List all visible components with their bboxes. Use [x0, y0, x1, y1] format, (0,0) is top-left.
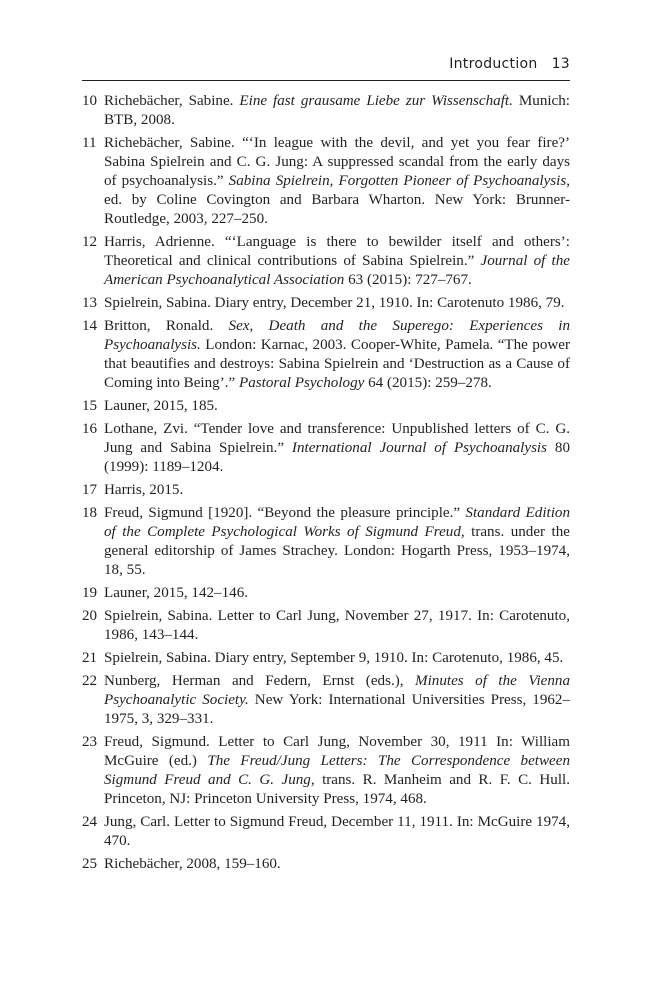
- endnote-item: [82, 584, 570, 603]
- citation-title: Journal of the American Psychoanalytical Association: [104, 253, 571, 288]
- citation-text: 63 (2015): 727–767.: [344, 272, 472, 288]
- section-title: Introduction: [449, 56, 538, 72]
- endnote-item: [82, 92, 570, 130]
- endnote-number: 25: [82, 856, 98, 872]
- endnote-item: [82, 649, 570, 668]
- endnote-item: [82, 397, 570, 416]
- running-header: [82, 56, 570, 81]
- endnote-item: [82, 420, 570, 477]
- citation-title: Minutes of the Vienna Psychoanalytic Society.: [104, 673, 570, 708]
- endnote-item: [82, 733, 570, 809]
- endnote-text: [104, 482, 183, 498]
- endnote-number: 14: [82, 318, 98, 334]
- citation-title: Sabina Spielrein, Forgotten Pioneer of Psychoanalysis: [228, 173, 567, 189]
- citation-title: The Freud/Jung Letters: The Correspondence between Sigmund Freud and C. G. Jung: [104, 753, 570, 788]
- citation-text: 80 (1999): 1189–1204.: [104, 440, 570, 475]
- endnote-number: 21: [82, 650, 98, 666]
- endnote-number: 18: [82, 505, 98, 521]
- endnote-number: 15: [82, 398, 98, 414]
- citation-text: Munich: BTB, 2008.: [104, 93, 570, 128]
- endnote-item: [82, 607, 570, 645]
- citation-text: Richebächer, Sabine.: [104, 93, 240, 109]
- endnote-text: [104, 505, 570, 578]
- citation-text: 64 (2015): 259–278.: [364, 375, 492, 391]
- citation-text: Richebächer, 2008, 159–160.: [104, 856, 281, 872]
- citation-title: Eine fast grausame Liebe zur Wissenschaft.: [239, 93, 513, 109]
- endnote-text: [104, 650, 563, 666]
- citation-title: Pastoral Psychology: [239, 375, 365, 391]
- endnote-text: [104, 856, 281, 872]
- endnote-item: [82, 481, 570, 500]
- endnotes-list: [82, 92, 570, 878]
- citation-text: Freud, Sigmund. Letter to Carl Jung, November 30, 1911 In: William McGuire (ed.): [104, 734, 570, 769]
- endnote-text: [104, 295, 565, 311]
- endnote-text: [104, 135, 570, 227]
- endnote-text: [104, 398, 218, 414]
- citation-title: Sex, Death and the Superego: Experiences in Psychoanalysis.: [104, 318, 570, 353]
- endnote-number: 22: [82, 673, 98, 689]
- endnote-item: [82, 855, 570, 874]
- endnote-text: [104, 234, 570, 288]
- endnote-text: [104, 814, 570, 849]
- endnote-text: [104, 734, 570, 807]
- endnote-text: [104, 421, 570, 475]
- endnote-number: 19: [82, 585, 98, 601]
- citation-text: Richebächer, Sabine. “‘In league with the devil, and yet you fear fire?’ Sabina Spielrein and C. G. Jung: A suppressed scandal from the early days of psychoanalysis.”: [104, 135, 570, 189]
- citation-text: Freud, Sigmund [1920]. “Beyond the pleasure principle.”: [104, 505, 466, 521]
- endnote-item: [82, 813, 570, 851]
- page-number: 13: [551, 56, 570, 72]
- citation-title: Standard Edition of the Complete Psychological Works of Sigmund Freud,: [104, 505, 570, 540]
- endnote-item: [82, 294, 570, 313]
- citation-text: Spielrein, Sabina. Diary entry, September 9, 1910. In: Carotenuto, 1986, 45.: [104, 650, 564, 666]
- citation-text: New York: International Universities Press, 1962–1975, 3, 329–331.: [104, 692, 571, 727]
- endnote-text: [104, 608, 570, 643]
- endnote-number: 24: [82, 814, 98, 830]
- citation-text: Britton, Ronald.: [104, 318, 229, 334]
- endnote-number: 13: [82, 295, 98, 311]
- endnote-text: [104, 318, 570, 391]
- citation-text: Launer, 2015, 185.: [104, 398, 218, 414]
- endnote-number: 23: [82, 734, 98, 750]
- endnote-number: 16: [82, 421, 98, 437]
- citation-text: Jung, Carl. Letter to Sigmund Freud, December 11, 1911. In: McGuire 1974, 470.: [104, 814, 570, 849]
- endnote-number: 12: [82, 234, 98, 250]
- endnote-item: [82, 233, 570, 290]
- endnote-number: 10: [82, 93, 98, 109]
- citation-text: Lothane, Zvi. “Tender love and transference: Unpublished letters of C. G. Jung and Sabina Spielrein.”: [104, 421, 570, 456]
- citation-text: Spielrein, Sabina. Letter to Carl Jung, November 27, 1917. In: Carotenuto, 1986, 143–144.: [104, 608, 570, 643]
- citation-text: Nunberg, Herman and Federn, Ernst (eds.),: [104, 673, 416, 689]
- endnote-item: [82, 317, 570, 393]
- citation-text: Harris, 2015.: [104, 482, 184, 498]
- citation-text: Spielrein, Sabina. Diary entry, December 21, 1910. In: Carotenuto 1986, 79.: [104, 295, 565, 311]
- endnote-number: 11: [82, 135, 97, 151]
- endnote-number: 17: [82, 482, 98, 498]
- citation-title: International Journal of Psychoanalysis: [291, 440, 548, 456]
- endnote-item: [82, 504, 570, 580]
- endnote-text: [104, 93, 570, 128]
- citation-text: , ed. by Coline Covington and Barbara Wharton. New York: Brunner-Routledge, 2003, 227–250.: [104, 173, 571, 227]
- endnote-item: [82, 672, 570, 729]
- endnote-number: 20: [82, 608, 98, 624]
- citation-text: Harris, Adrienne. “‘Language is there to bewilder itself and others’: Theoretical and clinical contributions of Sabina Spielrein.”: [104, 234, 570, 269]
- endnote-item: [82, 134, 570, 229]
- endnote-text: [104, 585, 248, 601]
- citation-text: London: Karnac, 2003. Cooper-White, Pamela. “The power that beautifies and destroys: Sabina Spielrein and ‘Destruction as a Cause of Coming into Being’.”: [104, 337, 570, 391]
- citation-text: Launer, 2015, 142–146.: [104, 585, 249, 601]
- endnote-text: [104, 673, 570, 727]
- citation-text: , trans. R. Manheim and R. F. C. Hull. Princeton, NJ: Princeton University Press, 1974, 468.: [104, 772, 570, 807]
- running-head: [449, 56, 570, 72]
- citation-text: trans. under the general editorship of James Strachey. London: Hogarth Press, 1953–1974, 18, 55.: [104, 524, 570, 578]
